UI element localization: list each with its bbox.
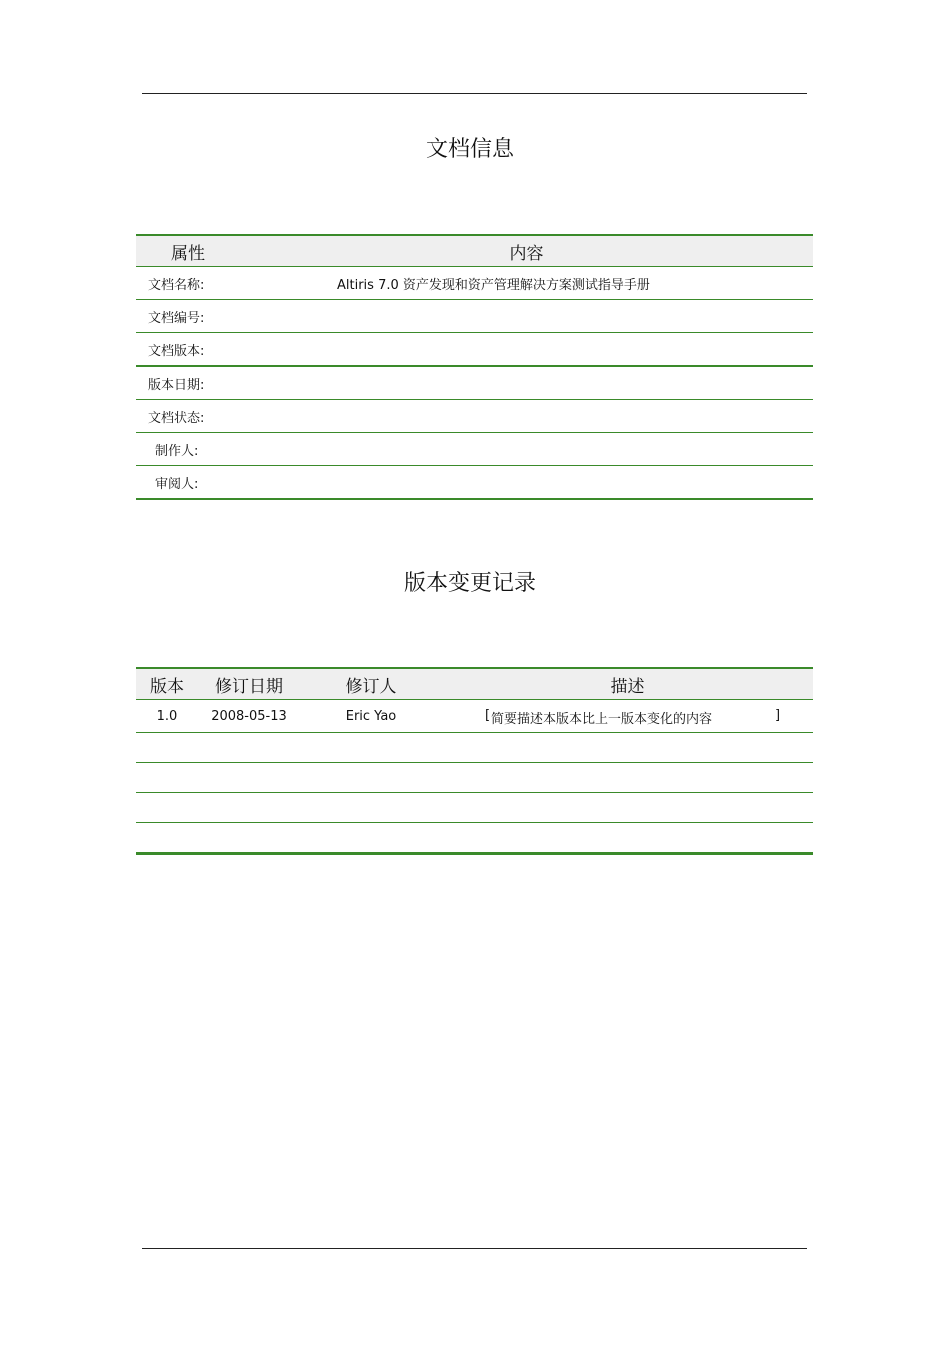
doc-version-label: 文档版本: [136, 333, 240, 367]
doc-number-label: 文档编号: [136, 300, 240, 333]
change-log-table [136, 667, 813, 855]
author-value [240, 433, 813, 466]
reviser-header: 修订人 [300, 668, 442, 700]
doc-name-value: Altiris 7.0 资产发现和资产管理解决方案测试指导手册 [240, 267, 813, 300]
reviewer-value [240, 466, 813, 500]
change-log-title: 版本变更记录 [403, 571, 536, 596]
date-header: 修订日期 [198, 668, 300, 700]
version-date-value [240, 366, 813, 400]
content-header: 内容 [240, 235, 813, 267]
description-close-bracket: ] [775, 708, 781, 723]
doc-version-value [240, 333, 813, 367]
doc-number-value [240, 300, 813, 333]
reviser-cell: Eric Yao [300, 700, 442, 733]
table-row [136, 793, 813, 823]
description-header: 描述 [442, 668, 813, 700]
description-text: 简要描述本版本比上一版本变化的内容 [491, 712, 713, 727]
table-row [136, 333, 813, 367]
table-row [136, 823, 813, 854]
author-label: 制作人: [136, 433, 240, 466]
attribute-header: 属性 [136, 235, 240, 267]
doc-info-header-row [136, 235, 813, 267]
table-row [136, 366, 813, 400]
doc-info-table [136, 234, 813, 500]
table-row [136, 300, 813, 333]
table-row [136, 267, 813, 300]
table-row [136, 763, 813, 793]
description-cell [442, 700, 813, 733]
version-date-label: 版本日期: [136, 366, 240, 400]
doc-status-value [240, 400, 813, 433]
version-cell: 1.0 [136, 700, 198, 733]
change-log-header-row [136, 668, 813, 700]
doc-name-label: 文档名称: [136, 267, 240, 300]
version-header: 版本 [136, 668, 198, 700]
table-row [136, 433, 813, 466]
footer-rule [142, 1248, 807, 1249]
table-row [136, 466, 813, 500]
table-row [136, 733, 813, 763]
header-rule [142, 93, 807, 94]
reviewer-label: 审阅人: [155, 476, 199, 492]
table-row [136, 400, 813, 433]
doc-info-title: 文档信息 [425, 137, 514, 162]
description-open-bracket: [ [485, 708, 491, 723]
doc-status-label: 文档状态: [136, 400, 240, 433]
date-cell: 2008-05-13 [198, 700, 300, 733]
table-row [136, 700, 813, 733]
